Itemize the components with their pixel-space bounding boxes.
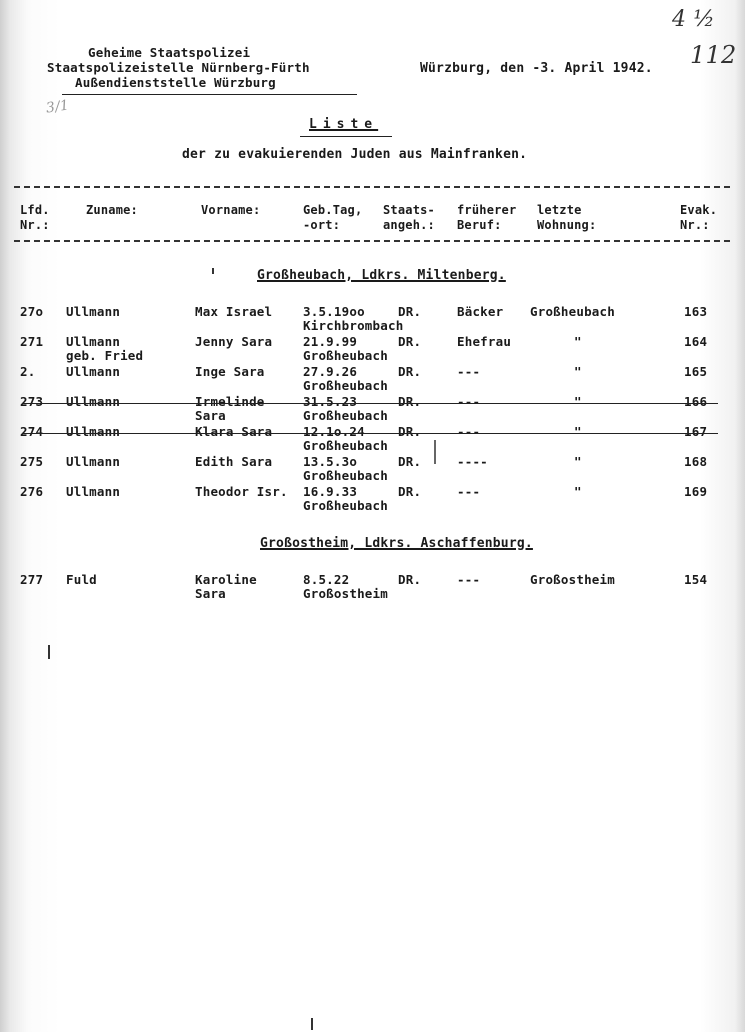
row-evak-number: 164 bbox=[684, 334, 708, 349]
handwritten-number-right: 112 bbox=[690, 41, 737, 69]
row-evak-number: 166 bbox=[684, 394, 708, 409]
row-residence: Großheubach bbox=[530, 304, 615, 319]
row-birth-place: Großheubach bbox=[303, 408, 388, 423]
row-birth-date: 21.9.99 bbox=[303, 334, 358, 349]
row-evak-number: 167 bbox=[684, 424, 708, 439]
row-firstname: Irmelinde bbox=[195, 394, 265, 409]
letterhead-line-3: Außendienststelle Würzburg bbox=[75, 75, 276, 90]
row-occupation: --- bbox=[457, 572, 481, 587]
col-header-evak-nr: Nr.: bbox=[680, 218, 710, 232]
header-top-rule bbox=[14, 186, 730, 188]
row-birth-place: Großheubach bbox=[303, 438, 388, 453]
row-citizenship: DR. bbox=[398, 484, 422, 499]
row-birth-date: 12.1o.24 bbox=[303, 424, 365, 439]
row-occupation: Bäcker bbox=[457, 304, 504, 319]
row-surname: Ullmann bbox=[66, 334, 121, 349]
section-heading: Großostheim, Ldkrs. Aschaffenburg. bbox=[260, 536, 533, 551]
row-residence: " bbox=[574, 334, 582, 349]
col-header-beruf: früherer bbox=[457, 203, 517, 217]
row-surname: Ullmann bbox=[66, 394, 121, 409]
stray-mark bbox=[434, 440, 436, 464]
col-header-wohnung: letzte bbox=[537, 203, 582, 217]
row-surname: Ullmann bbox=[66, 364, 121, 379]
col-header-lfd: Lfd. bbox=[20, 203, 50, 217]
row-birth-place: Großheubach bbox=[303, 378, 388, 393]
row-residence: " bbox=[574, 364, 582, 379]
row-number: 2. bbox=[20, 364, 36, 379]
col-header-lfd-nr: Nr.: bbox=[20, 218, 50, 232]
row-firstname: Edith Sara bbox=[195, 454, 273, 469]
row-firstname: Karoline bbox=[195, 572, 257, 587]
row-number: 276 bbox=[20, 484, 44, 499]
row-birth-place: Großheubach bbox=[303, 468, 388, 483]
row-birth-date: 27.9.26 bbox=[303, 364, 358, 379]
faint-handwritten-mark: 3/1 bbox=[44, 97, 71, 117]
row-residence: Großostheim bbox=[530, 572, 615, 587]
row-surname: Ullmann bbox=[66, 454, 121, 469]
row-firstname: Inge Sara bbox=[195, 364, 265, 379]
row-citizenship: DR. bbox=[398, 364, 422, 379]
stray-mark bbox=[212, 268, 214, 274]
row-birth-date: 31.5.23 bbox=[303, 394, 358, 409]
row-evak-number: 163 bbox=[684, 304, 708, 319]
row-surname-line-2: geb. Fried bbox=[66, 348, 144, 363]
letterhead-line-1: Geheime Staatspolizei bbox=[88, 45, 251, 60]
row-surname: Fuld bbox=[66, 572, 97, 587]
row-citizenship: DR. bbox=[398, 304, 422, 319]
row-number: 27o bbox=[20, 304, 44, 319]
place-date: Würzburg, den -3. April 1942. bbox=[420, 61, 653, 76]
stray-mark bbox=[311, 1018, 313, 1030]
col-header-geb-ort: -ort: bbox=[303, 218, 341, 232]
row-surname: Ullmann bbox=[66, 484, 121, 499]
letterhead-line-2: Staatspolizeistelle Nürnberg-Fürth bbox=[47, 60, 310, 75]
row-evak-number: 165 bbox=[684, 364, 708, 379]
row-citizenship: DR. bbox=[398, 572, 422, 587]
row-evak-number: 154 bbox=[684, 572, 708, 587]
row-strikethrough bbox=[22, 403, 718, 404]
col-header-staats-angeh: angeh.: bbox=[383, 218, 435, 232]
section-heading: Großheubach, Ldkrs. Miltenberg. bbox=[257, 268, 506, 283]
col-header-beruf-2: Beruf: bbox=[457, 218, 502, 232]
row-residence: " bbox=[574, 394, 582, 409]
title-underline bbox=[300, 136, 392, 137]
row-birth-place: Großheubach bbox=[303, 348, 388, 363]
row-firstname-line-2: Sara bbox=[195, 408, 226, 423]
stray-mark bbox=[48, 645, 50, 659]
row-occupation: --- bbox=[457, 394, 481, 409]
row-surname: Ullmann bbox=[66, 304, 121, 319]
row-citizenship: DR. bbox=[398, 394, 422, 409]
row-citizenship: DR. bbox=[398, 424, 422, 439]
row-strikethrough bbox=[22, 433, 718, 434]
letterhead-underline bbox=[62, 94, 357, 95]
col-header-geb: Geb.Tag, bbox=[303, 203, 363, 217]
row-citizenship: DR. bbox=[398, 454, 422, 469]
row-firstname: Max Israel bbox=[195, 304, 273, 319]
row-birth-date: 13.5.3o bbox=[303, 454, 358, 469]
row-evak-number: 168 bbox=[684, 454, 708, 469]
col-header-zuname: Zuname: bbox=[86, 203, 138, 217]
row-birth-date: 8.5.22 bbox=[303, 572, 350, 587]
row-evak-number: 169 bbox=[684, 484, 708, 499]
handwritten-number-top: 4 ½ bbox=[672, 7, 715, 32]
row-number: 274 bbox=[20, 424, 44, 439]
col-header-staats: Staats- bbox=[383, 203, 435, 217]
row-residence: " bbox=[574, 484, 582, 499]
row-number: 273 bbox=[20, 394, 44, 409]
row-firstname: Klara Sara bbox=[195, 424, 273, 439]
col-header-wohnung-2: Wohnung: bbox=[537, 218, 597, 232]
page-title: Liste bbox=[309, 117, 379, 132]
row-occupation: Ehefrau bbox=[457, 334, 512, 349]
row-firstname-line-2: Sara bbox=[195, 586, 226, 601]
row-residence: " bbox=[574, 424, 582, 439]
row-birth-place: Großheubach bbox=[303, 498, 388, 513]
row-number: 271 bbox=[20, 334, 44, 349]
col-header-evak: Evak. bbox=[680, 203, 718, 217]
header-bottom-rule bbox=[14, 240, 730, 242]
row-firstname: Theodor Isr. bbox=[195, 484, 288, 499]
row-number: 277 bbox=[20, 572, 44, 587]
page-subtitle: der zu evakuierenden Juden aus Mainfranken. bbox=[182, 147, 528, 162]
row-birth-place: Kirchbrombach bbox=[303, 318, 404, 333]
row-occupation: --- bbox=[457, 364, 481, 379]
row-birth-date: 16.9.33 bbox=[303, 484, 358, 499]
row-birth-date: 3.5.19oo bbox=[303, 304, 365, 319]
row-firstname: Jenny Sara bbox=[195, 334, 273, 349]
row-occupation: --- bbox=[457, 424, 481, 439]
row-surname: Ullmann bbox=[66, 424, 121, 439]
col-header-vorname: Vorname: bbox=[201, 203, 261, 217]
row-number: 275 bbox=[20, 454, 44, 469]
row-birth-place: Großostheim bbox=[303, 586, 388, 601]
row-citizenship: DR. bbox=[398, 334, 422, 349]
row-occupation: ---- bbox=[457, 454, 488, 469]
row-residence: " bbox=[574, 454, 582, 469]
row-occupation: --- bbox=[457, 484, 481, 499]
